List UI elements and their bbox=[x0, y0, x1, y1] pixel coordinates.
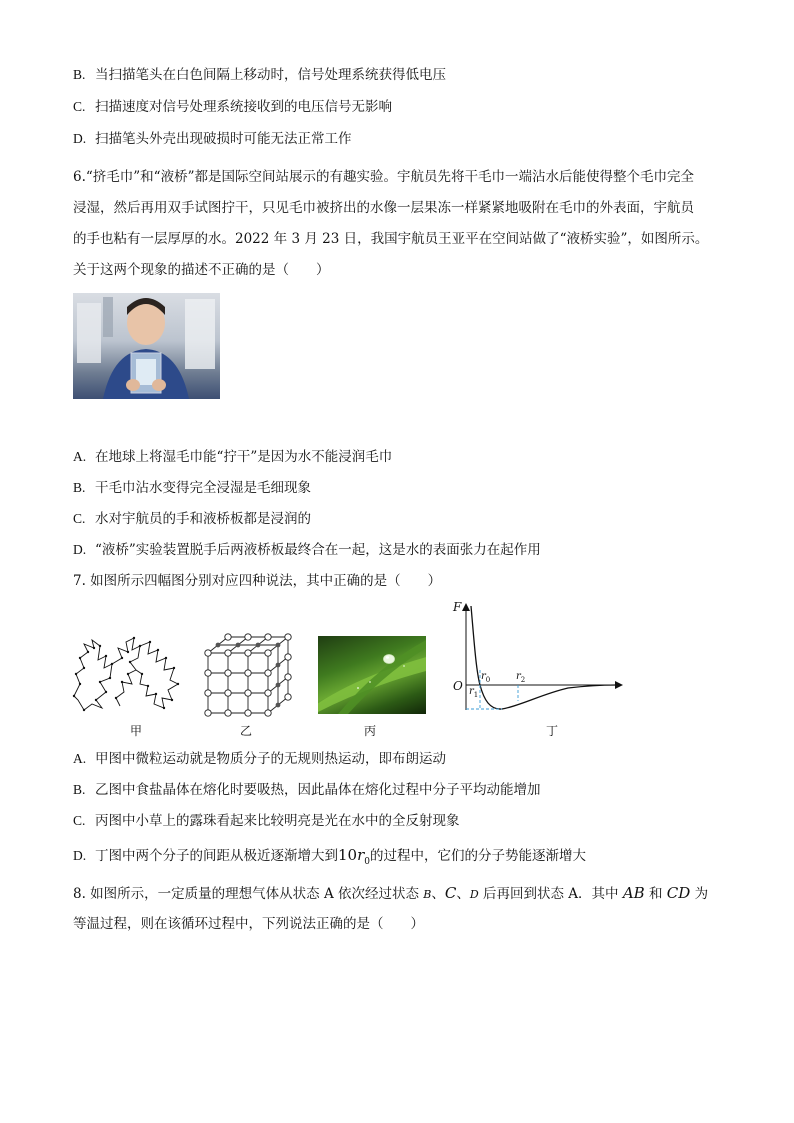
caption-bing: 丙 bbox=[363, 724, 376, 738]
q6-option-d bbox=[73, 541, 541, 559]
option-text: 甲图中微粒运动就是物质分子的无规则热运动，即布朗运动 bbox=[95, 751, 446, 767]
caption-ding: 丁 bbox=[545, 724, 558, 738]
q6-stem-line-4: 关于这两个现象的描述不正确的是（ ） bbox=[73, 262, 330, 278]
option-letter: B. bbox=[73, 67, 86, 82]
option-letter: C. bbox=[73, 99, 86, 114]
caption-jia: 甲 bbox=[129, 724, 142, 738]
option-text: 扫描速度对信号处理系统接收到的电压信号无影响 bbox=[95, 99, 392, 115]
option-letter: C. bbox=[73, 813, 86, 828]
option-text-post: 的过程中，它们的分子势能逐渐增大 bbox=[370, 848, 586, 864]
q6-stem-line-1: 6.“挤毛巾”和“液桥”都是国际空间站展示的有趣实验。宇航员先将干毛巾一端沾水后能使得整个毛巾完全 bbox=[73, 169, 694, 185]
graph-label-r2: $r_2$ bbox=[516, 671, 526, 684]
molecular-force-graph bbox=[450, 600, 630, 718]
crystal-lattice-figure bbox=[204, 633, 292, 717]
option-text-pre: 丁图中两个分子的间距从极近逐渐增大到 bbox=[95, 848, 338, 864]
q7-option-b bbox=[73, 781, 541, 799]
q6-option-b bbox=[73, 479, 311, 497]
option-letter: C. bbox=[73, 511, 86, 526]
option-text: 扫描笔头外壳出现破损时可能无法正常工作 bbox=[95, 131, 352, 147]
option-letter: B. bbox=[73, 782, 86, 797]
option-text: 水对宇航员的手和液桥板都是浸润的 bbox=[95, 511, 311, 527]
dewdrop-grass-photo bbox=[318, 636, 426, 714]
graph-label-o: O bbox=[453, 679, 463, 693]
q7-option-a bbox=[73, 750, 446, 768]
option-text: “液桥”实验装置脱手后两液桥板最终合在一起，这是水的表面张力在起作用 bbox=[95, 542, 541, 558]
graph-label-r0: $r_0$ bbox=[481, 671, 491, 684]
q6-stem-line-3: 的手也粘有一层厚厚的水。2022 年 3 月 23 日，我国宇航员王亚平在空间站做了“液桥实验”，如图所示。 bbox=[73, 231, 709, 247]
q7-stem: 7. 如图所示四幅图分别对应四种说法，其中正确的是（ ） bbox=[73, 573, 442, 589]
q7-option-d bbox=[73, 846, 586, 871]
graph-label-r1: $r_1$ bbox=[469, 686, 479, 699]
q6-stem-line-2: 浸湿，然后再用双手试图拧干，只见毛巾被挤出的水像一层果冻一样紧紧地吸附在毛巾的外表面，宇航员 bbox=[73, 200, 694, 216]
brownian-motion-figure bbox=[70, 634, 182, 714]
math-10r0: $10r_0$ bbox=[338, 846, 370, 867]
option-letter: D. bbox=[73, 131, 87, 146]
q5-option-c bbox=[73, 98, 392, 116]
option-letter: A. bbox=[73, 449, 87, 464]
option-letter: B. bbox=[73, 480, 86, 495]
option-text: 丙图中小草上的露珠看起来比较明亮是光在水中的全反射现象 bbox=[95, 813, 460, 829]
option-text: 当扫描笔头在白色间隔上移动时，信号处理系统获得低电压 bbox=[95, 67, 446, 83]
q6-option-c bbox=[73, 510, 311, 528]
q5-option-b bbox=[73, 66, 446, 84]
option-letter: A. bbox=[73, 751, 87, 766]
q8-stem-line-2: 等温过程，则在该循环过程中，下列说法正确的是（ ） bbox=[73, 916, 424, 932]
option-text: 干毛巾沾水变得完全浸湿是毛细现象 bbox=[95, 480, 311, 496]
option-letter: D. bbox=[73, 848, 87, 863]
q8-stem-line-1: 8. 如图所示，一定质量的理想气体从状态 A 依次经过状态 B、C、D 后再回到状态 A．其中 AB 和 CD 为 bbox=[73, 884, 709, 902]
q7-option-c bbox=[73, 812, 460, 830]
q5-option-d bbox=[73, 130, 352, 148]
option-letter: D. bbox=[73, 542, 87, 557]
graph-label-f: F bbox=[453, 600, 462, 614]
liquid-bridge-photo bbox=[73, 293, 220, 399]
option-text: 在地球上将湿毛巾能“拧干”是因为水不能浸润毛巾 bbox=[95, 449, 393, 465]
caption-yi: 乙 bbox=[239, 724, 252, 738]
q6-option-a bbox=[73, 448, 392, 466]
option-text: 乙图中食盐晶体在熔化时要吸热，因此晶体在熔化过程中分子平均动能增加 bbox=[95, 782, 541, 798]
